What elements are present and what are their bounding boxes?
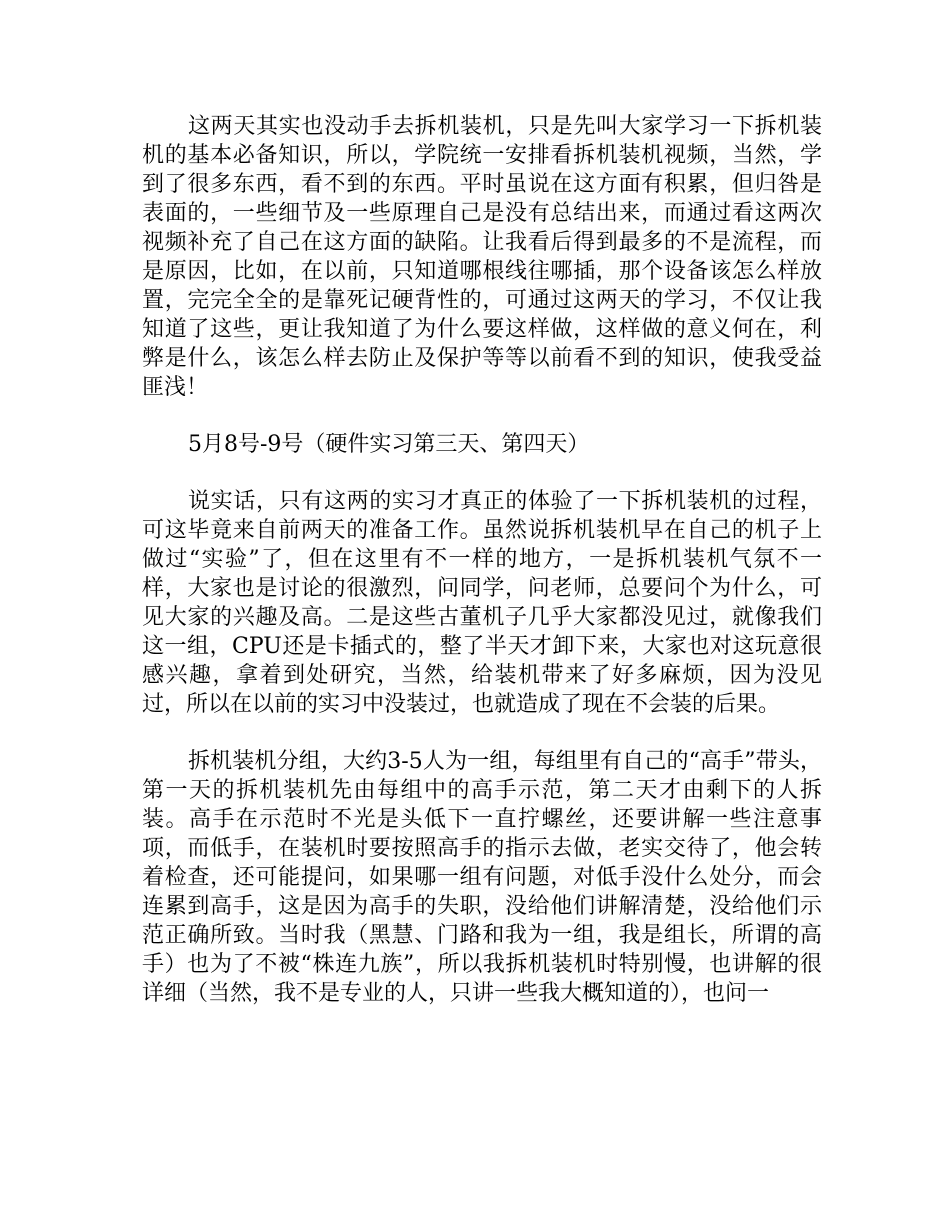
section-heading-day3-4: 5月8号-9号（硬件实习第三天、第四天） xyxy=(188,432,590,457)
document-body xyxy=(142,112,822,1036)
paragraph-grouping: 拆机装机分组，大约3-5人为一组，每组里有自己的“高手”带头，第一天的拆机装机先由每组中的高手示范，第二天才由剩下的人拆装。高手在示范时不光是头低下一直拧螺丝，还要讲解一些注意事项，而低手，在装机时要按照高手的指示去做，老实交待了，他会转着检查，还可能提问，如果哪一组有问题，对低手没什么处分，而会连累到高手，这是因为高手的失职，没给他们讲解清楚，没给他们示范正确所致。当时我（黑慧、门路和我为一组，我是组长，所谓的高手）也为了不被“株连九族”，所以我拆机装机时特别慢，也讲解的很详细（当然，我不是专业的人，只讲一些我大概知道的），也问一 xyxy=(142,749,822,1006)
paragraph-video-study: 这两天其实也没动手去拆机装机，只是先叫大家学习一下拆机装机的基本必备知识，所以，学院统一安排看拆机装机视频，当然，学到了很多东西，看不到的东西。平时虽说在这方面有积累，但归咎是表面的，一些细节及一些原理自己是没有总结出来，而通过看这两次视频补充了自己在这方面的缺陷。让我看后得到最多的不是流程，而是原因，比如，在以前，只知道哪根线往哪插，那个设备该怎么样放置，完完全全的是靠死记硬背性的，可通过这两天的学习，不仅让我知道了这些，更让我知道了为什么要这样做，这样做的意义何在，利弊是什么，该怎么样去防止及保护等等以前看不到的知识，使我受益匪浅！ xyxy=(142,114,822,400)
paragraph-hands-on: 说实话，只有这两的实习才真正的体验了一下拆机装机的过程，可这毕竟来自前两天的准备工作。虽然说拆机装机早在自己的机子上做过“实验”了，但在这里有不一样的地方，一是拆机装机气氛不一样，大家也是讨论的很激烈，问同学，问老师，总要问个为什么，可见大家的兴趣及高。二是这些古董机子几乎大家都没见过，就像我们这一组，CPU还是卡插式的，整了半天才卸下来，大家也对这玩意很感兴趣，拿着到处研究，当然，给装机带来了好多麻烦，因为没见过，所以在以前的实习中没装过，也就造成了现在不会装的后果。 xyxy=(142,489,822,717)
